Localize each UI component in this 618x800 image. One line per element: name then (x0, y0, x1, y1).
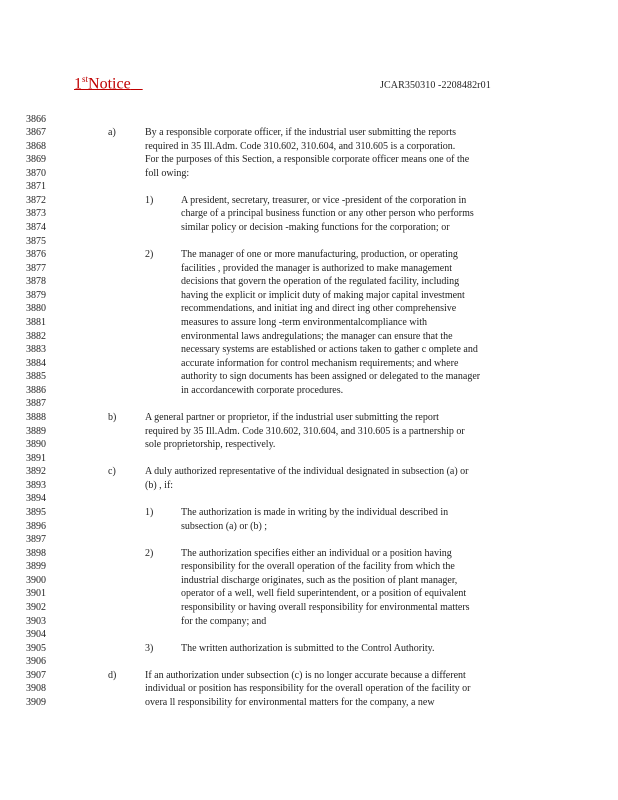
text-line (0, 194, 618, 208)
line-text: responsibility or having overall responsibility for environmental matters (181, 602, 470, 614)
notice-word: Notice (88, 75, 131, 93)
line-number: 3879 (26, 289, 46, 301)
line-text: decisions that govern the operation of the regulated facility, including (181, 276, 460, 288)
line-number: 3871 (26, 181, 46, 193)
line-number: 3897 (26, 534, 46, 546)
line-number: 3886 (26, 384, 46, 396)
line-text: environmental laws andregulations; the manager can ensure that the (181, 330, 453, 342)
line-number: 3894 (26, 493, 46, 505)
line-number: 3892 (26, 466, 46, 478)
line-number: 3903 (26, 615, 46, 627)
text-line (0, 574, 618, 588)
text-line (0, 153, 618, 167)
line-text: necessary systems are established or actions taken to gather c omplete and (181, 344, 478, 356)
text-line (0, 642, 618, 656)
line-number: 3908 (26, 683, 46, 695)
line-number: 3885 (26, 371, 46, 383)
line-text: individual or position has responsibility for the overall operation of the facility or (145, 683, 471, 695)
text-line (0, 506, 618, 520)
line-text: subsection (a) or (b) ; (181, 520, 268, 532)
line-number: 3876 (26, 249, 46, 261)
line-text: in accordancewith corporate procedures. (181, 384, 344, 396)
line-number: 3881 (26, 317, 46, 329)
line-number: 3874 (26, 222, 46, 234)
text-line (0, 465, 618, 479)
line-number: 3888 (26, 412, 46, 424)
text-line (0, 235, 618, 249)
line-text: authority to sign documents has been assigned or delegated to the manager (181, 371, 481, 383)
item-label: 1) (145, 507, 154, 519)
text-line (0, 492, 618, 506)
line-number: 3902 (26, 602, 46, 614)
text-line (0, 207, 618, 221)
line-number: 3880 (26, 303, 46, 315)
line-number: 3869 (26, 154, 46, 166)
jcar-code: JCAR350310 -2208482r01 (380, 80, 491, 91)
line-text: for the company; and (181, 615, 267, 627)
line-number: 3877 (26, 262, 46, 274)
line-text: sole proprietorship, respectively. (145, 439, 276, 451)
line-text: responsibility for the overall operation of the facility from which the (181, 561, 455, 573)
text-line (0, 397, 618, 411)
line-text: industrial discharge originates, such as the position of plant manager, (181, 574, 458, 586)
line-number: 3907 (26, 669, 46, 681)
line-number: 3870 (26, 167, 46, 179)
item-label: d) (108, 669, 117, 681)
text-line (0, 302, 618, 316)
line-text: facilities , provided the manager is authorized to make management (181, 262, 453, 274)
line-number: 3890 (26, 439, 46, 451)
line-text: required in 35 Ill.Adm. Code 310.602, 310.604, and 310.605 is a corporation. (145, 140, 456, 152)
line-text: accurate information for control mechanism requirements; and where (181, 357, 459, 369)
line-number: 3895 (26, 507, 46, 519)
line-number: 3872 (26, 194, 46, 206)
text-line (0, 452, 618, 466)
text-line (0, 275, 618, 289)
item-label: b) (108, 412, 117, 424)
notice-title (74, 74, 143, 93)
item-label: a) (108, 127, 116, 139)
line-text: foll owing: (145, 167, 190, 179)
item-label: 1) (145, 194, 154, 206)
line-number: 3884 (26, 357, 46, 369)
line-text: A president, secretary, treasurer, or vice -president of the corporation in (181, 194, 467, 206)
text-line (0, 438, 618, 452)
line-text: charge of a principal business function or any other person who performs (181, 208, 474, 220)
line-number: 3889 (26, 425, 46, 437)
line-text: The authorization specifies either an individual or a position having (181, 547, 452, 559)
line-number: 3905 (26, 642, 46, 654)
line-number: 3906 (26, 656, 46, 668)
item-label: 3) (145, 642, 154, 654)
line-text: overa ll responsibility for environmental matters for the company, a new (145, 697, 435, 708)
line-text: For the purposes of this Section, a responsible corporate officer means one of the (145, 154, 470, 166)
text-line (0, 411, 618, 425)
text-line (0, 384, 618, 398)
line-text: having the explicit or implicit duty of making major capital investment (181, 289, 465, 301)
line-text: required by 35 Ill.Adm. Code 310.602, 310.604, and 310.605 is a partnership or (145, 425, 465, 437)
text-line (0, 357, 618, 371)
text-line (0, 533, 618, 547)
line-number: 3875 (26, 235, 46, 247)
notice-number: 1 (74, 75, 82, 93)
text-line (0, 601, 618, 615)
text-line (0, 221, 618, 235)
text-line (0, 248, 618, 262)
line-text: By a responsible corporate officer, if the industrial user submitting the reports (145, 127, 457, 139)
text-line (0, 167, 618, 181)
line-number: 3887 (26, 398, 46, 410)
text-line (0, 343, 618, 357)
text-line (0, 696, 618, 710)
text-line (0, 655, 618, 669)
line-number: 3866 (26, 113, 46, 125)
text-line (0, 669, 618, 683)
line-text: The authorization is made in writing by the individual described in (181, 507, 449, 519)
text-line (0, 479, 618, 493)
line-number: 3883 (26, 344, 46, 356)
text-line (0, 262, 618, 276)
text-line (0, 628, 618, 642)
line-number: 3901 (26, 588, 46, 600)
line-number: 3867 (26, 127, 46, 139)
item-label: 2) (145, 249, 154, 261)
line-text: If an authorization under subsection (c) is no longer accurate because a different (145, 669, 466, 681)
text-line (0, 316, 618, 330)
text-line (0, 289, 618, 303)
line-text: A duly authorized representative of the individual designated in subsection (a) or (145, 466, 469, 478)
line-number: 3899 (26, 561, 46, 573)
line-number: 3873 (26, 208, 46, 220)
line-text: recommendations, and initiat ing and direct ing other comprehensive (181, 303, 457, 315)
line-number: 3882 (26, 330, 46, 342)
line-text: (b) , if: (145, 479, 174, 491)
text-line (0, 180, 618, 194)
text-line (0, 113, 618, 127)
line-text: similar policy or decision -making functions for the corporation; or (181, 222, 450, 234)
text-line (0, 547, 618, 561)
text-line (0, 520, 618, 534)
line-text: The written authorization is submitted to the Control Authority. (181, 642, 435, 654)
line-number: 3909 (26, 697, 46, 708)
line-number: 3904 (26, 629, 46, 641)
line-text: operator of a well, well field superintendent, or a position of equivalent (181, 588, 467, 600)
line-text: The manager of one or more manufacturing, production, or operating (181, 249, 458, 261)
text-line (0, 615, 618, 629)
item-label: c) (108, 466, 116, 478)
text-line (0, 587, 618, 601)
line-number: 3900 (26, 574, 46, 586)
text-line (0, 682, 618, 696)
line-number: 3893 (26, 479, 46, 491)
line-number: 3891 (26, 452, 46, 464)
text-line (0, 370, 618, 384)
line-text: measures to assure long -term environmentalcompliance with (181, 317, 428, 329)
text-line (0, 330, 618, 344)
line-number: 3868 (26, 140, 46, 152)
line-number: 3898 (26, 547, 46, 559)
text-line (0, 126, 618, 140)
line-number: 3896 (26, 520, 46, 532)
line-number: 3878 (26, 276, 46, 288)
text-line (0, 140, 618, 154)
text-line (0, 425, 618, 439)
text-line (0, 560, 618, 574)
line-text: A general partner or proprietor, if the industrial user submitting the report (145, 412, 439, 424)
notice-suffix: st (82, 74, 89, 84)
item-label: 2) (145, 547, 154, 559)
